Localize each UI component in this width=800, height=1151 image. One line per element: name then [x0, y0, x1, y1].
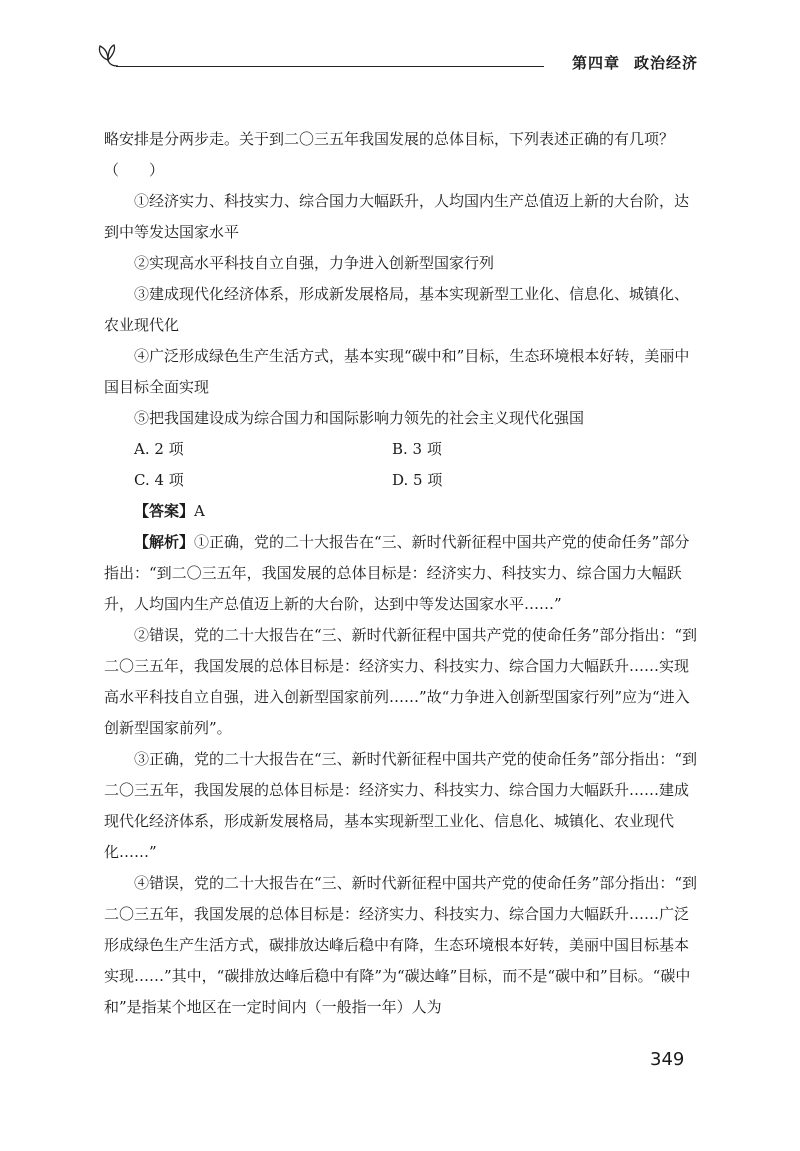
- explanation-text-1: ①正确，党的二十大报告在“三、新时代新征程中国共产党的使命任务”部分指出：“到二〇三五年，我国发展的总体目标是：经济实力、科技实力、综合国力大幅跃升，人均国内生产总值迈上新的大台阶，达到中等发达国家水平……”: [104, 533, 690, 613]
- answer-line: [104, 496, 700, 527]
- statement-5: ⑤把我国建设成为综合国力和国际影响力领先的社会主义现代化强国: [134, 409, 585, 427]
- option-b: B. 3 项: [392, 440, 442, 458]
- chapter-number: 第四章: [571, 54, 620, 72]
- statement-3: ③建成现代化经济体系，形成新发展格局，基本实现新型工业化、信息化、城镇化、农业现代化: [104, 285, 690, 334]
- explanation-label: 【解析】: [134, 533, 195, 551]
- option-c: C. 4 项: [134, 471, 184, 489]
- answer-value: A: [194, 502, 205, 520]
- statement-2: ②实现高水平科技自立自强，力争进入创新型国家行列: [134, 254, 495, 272]
- explanation-3: ③正确，党的二十大报告在“三、新时代新征程中国共产党的使命任务”部分指出：“到二〇三五年，我国发展的总体目标是：经济实力、科技实力、综合国力大幅跃升……建成现代化经济体系，形成新发展格局，基本实现新型工业化、信息化、城镇化、农业现代化……”: [104, 750, 698, 861]
- option-d: D. 5 项: [392, 471, 443, 489]
- chapter-heading: [572, 52, 698, 73]
- page-number: 349: [650, 1049, 685, 1070]
- explanation-2: ②错误，党的二十大报告在“三、新时代新征程中国共产党的使命任务”部分指出：“到二〇三五年，我国发展的总体目标是：经济实力、科技实力、综合国力大幅跃升……实现高水平科技自立自强，进入创新型国家前列……”故“力争进入创新型国家行列”应为“进入创新型国家前列”。: [104, 626, 698, 737]
- explanation-4: ④错误，党的二十大报告在“三、新时代新征程中国共产党的使命任务”部分指出：“到二〇三五年，我国发展的总体目标是：经济实力、科技实力、综合国力大幅跃升……广泛形成绿色生产生活方式，碳排放达峰后稳中有降，生态环境根本好转，美丽中国目标基本实现……”其中，“碳排放达峰后稳中有降”为“碳达峰”目标，而不是“碳中和”目标。“碳中和”是指某个地区在一定时间内（一般指一年）人为: [104, 874, 698, 1016]
- explanation-1: [104, 527, 700, 620]
- statement-4: ④广泛形成绿色生产生活方式，基本实现“碳中和”目标，生态环境根本好转，美丽中国目标全面实现: [104, 347, 690, 396]
- page-body: [104, 124, 700, 1023]
- statement-1: ①经济实力、科技实力、综合国力大幅跃升，人均国内生产总值迈上新的大台阶，达到中等发达国家水平: [104, 192, 690, 241]
- leaf-ornament-icon: [94, 40, 122, 68]
- page-header: [94, 40, 698, 74]
- answer-label: 【答案】: [134, 502, 195, 520]
- header-rule: [116, 66, 544, 67]
- option-a: A. 2 项: [134, 440, 184, 458]
- question-stem: 略安排是分两步走。关于到二〇三五年我国发展的总体目标，下列表述正确的有几项？（ ）: [104, 130, 675, 179]
- answer-options: [134, 434, 700, 496]
- chapter-title: 政治经济: [633, 54, 698, 72]
